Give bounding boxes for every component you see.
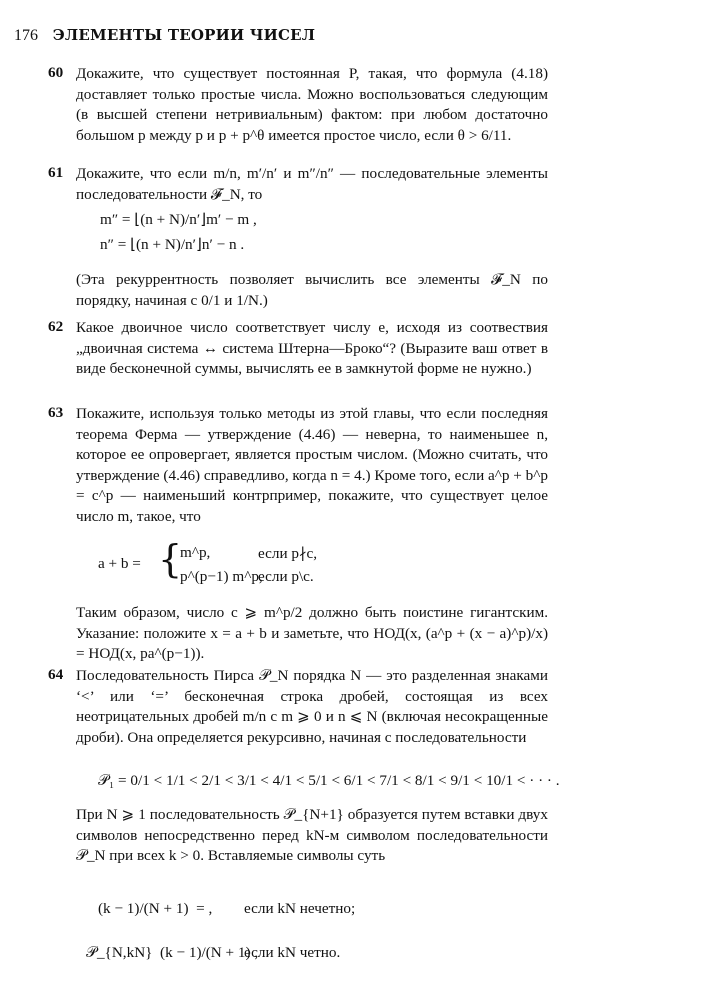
insertion-2-expr: 𝒫_{N,kN} (k − 1)/(N + 1) , xyxy=(86,944,259,961)
case-1-expr: m^p, xyxy=(180,544,211,561)
case-2-expr: p^(p−1) m^p, xyxy=(180,568,263,585)
formula-m-recurrence: m″ = ⌊(n + N)/n′⌋m′ − m , xyxy=(100,211,257,228)
running-header xyxy=(14,26,315,45)
insertion-1-expr: (k − 1)/(N + 1) = , xyxy=(98,900,213,917)
page-number: 176 xyxy=(14,27,38,44)
problem-number: 60 xyxy=(48,64,64,81)
problem-number: 62 xyxy=(48,318,64,335)
case-2-condition: если p\c. xyxy=(258,568,314,585)
problem-61-note: (Эта рекуррентность позволяет вычислить все элементы 𝓕_N по порядку, начиная с 0/1 и 1/N.) xyxy=(76,271,548,309)
problem-number: 63 xyxy=(48,404,64,421)
case-1-condition: если p∤c, xyxy=(258,545,318,562)
problem-number: 64 xyxy=(48,666,64,683)
insertion-1-condition: если kN нечетно; xyxy=(244,900,356,917)
problem-63-text: Покажите, используя только методы из этой главы, что если последняя теорема Ферма — утверждение (4.46) — неверна, то наименьшее n, которое ее опровергает, является простым числом. (Можно считать, что утверждение (4.46) справедливо, когда n = 4.) Кроме того, если a^p + b^p = c^p — наименьший контрпример, покажите, что существует целое число m, такое, что xyxy=(76,405,548,525)
problem-64-text: Последовательность Пирса 𝒫_N порядка N — это разделенная знаками ‘<’ или ‘=’ бесконечная строка дробей, состоящая из всех неотрицательных дробей m/n с m ⩾ 0 и n ⩽ N (включая несокращенные дроби). Она определяется рекурсивно, начиная с последовательности xyxy=(76,667,548,746)
left-brace: { xyxy=(158,537,183,581)
problem-number: 61 xyxy=(48,164,64,181)
problem-60-text: Докажите, что существует постоянная P, такая, что формула (4.18) доставляет только простые числа. Можно воспользоваться следующим (в высшей степени нетривиальным) фактом: при любом достаточно большом p между p и p + p^θ имеется простое число, если θ > 6/11. xyxy=(76,65,548,144)
problem-61-text: Докажите, что если m/n, m′/n′ и m″/n″ — последовательные элементы последовательности 𝓕_N, то xyxy=(76,165,548,203)
problem-64-after: При N ⩾ 1 последовательность 𝒫_{N+1} образуется путем вставки двух символов непосредственно перед kN-м символом последовательности 𝒫_N при всех k > 0. Вставляемые символы суть xyxy=(76,806,548,864)
chapter-title: ЭЛЕМЕНТЫ ТЕОРИИ ЧИСЕЛ xyxy=(52,26,316,44)
problem-62-text: Какое двоичное число соответствует числу e, исходя из соотвествия „двоичная система ↔ система Штерна—Броко“? (Выразите ваш ответ в виде бесконечной суммы, вычислять ее в замкнутой форме не нужно.) xyxy=(76,319,548,377)
formula-n-recurrence: n″ = ⌊(n + N)/n′⌋n′ − n . xyxy=(100,236,245,253)
case-lhs: a + b = xyxy=(98,555,141,572)
pierce-sequence-p1: 𝒫₁ = 0/1 < 1/1 < 2/1 < 3/1 < 4/1 < 5/1 < 6/1 < 7/1 < 8/1 < 9/1 < 10/1 < · · · . xyxy=(98,772,560,789)
problem-63-after: Таким образом, число c ⩾ m^p/2 должно быть поистине гигантским. Указание: положите x = a + b и заметьте, что НОД(x, (a^p + (x − a)^p)/x) = НОД(x, pa^(p−1)). xyxy=(76,604,548,662)
insertion-2-condition: если kN четно. xyxy=(244,944,341,961)
